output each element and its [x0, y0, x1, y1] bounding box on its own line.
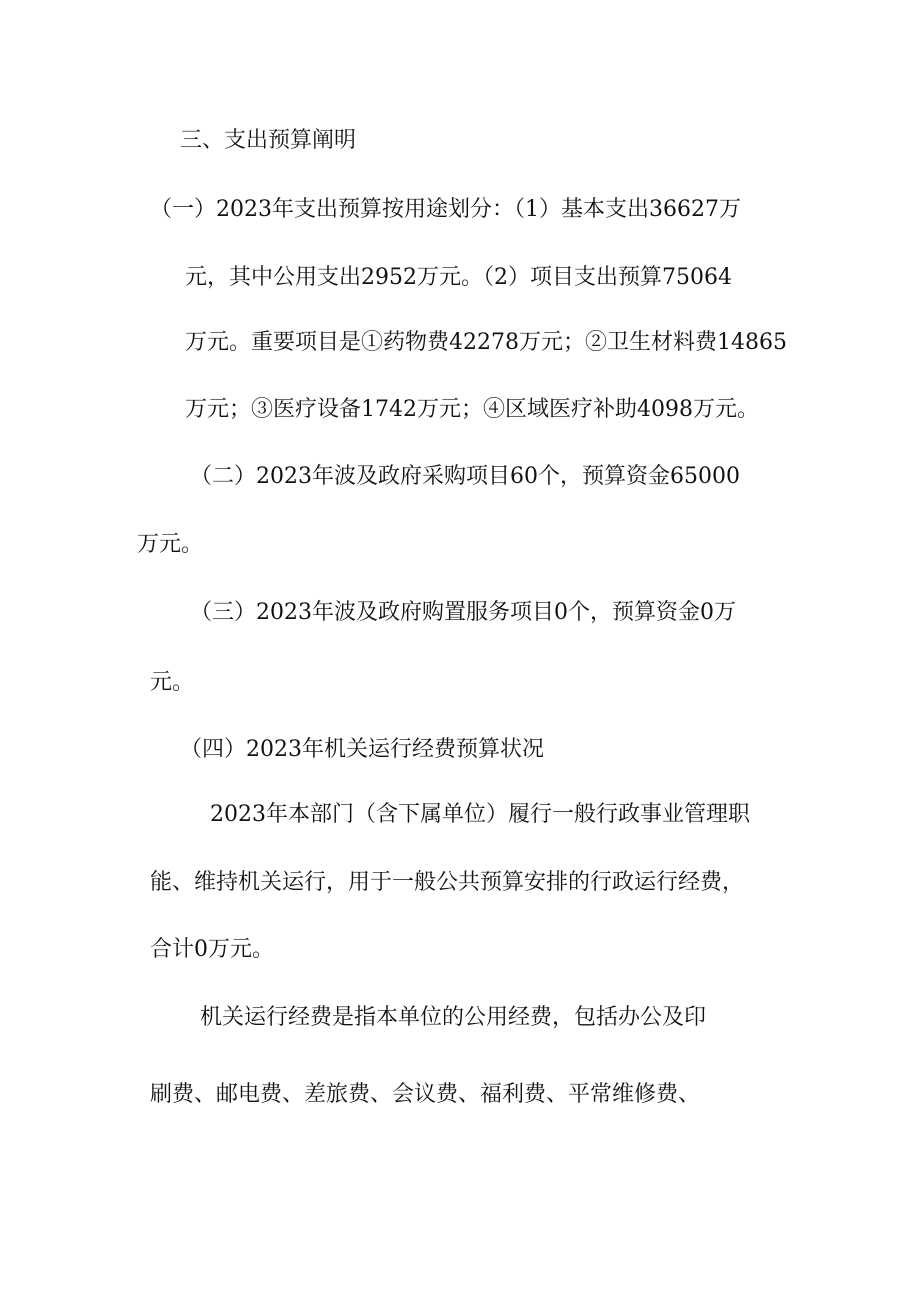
para1-line3: 万元。重要项目是①药物费42278万元；②卫生材料费14865	[185, 330, 787, 355]
para5-line3: 合计0万元。	[150, 937, 274, 962]
para6-line1: 机关运行经费是指本单位的公用经费，包括办公及印	[200, 1005, 707, 1030]
section-heading: 三、支出预算阐明	[180, 128, 357, 153]
para5-line2: 能、维持机关运行，用于一般公共预算安排的行政运行经费，	[150, 870, 745, 895]
para1-line4: 万元；③医疗设备1742万元；④区域医疗补助4098万元。	[185, 397, 759, 422]
para1-line2: 元，其中公用支出2952万元。（2）项目支出预算75064	[185, 265, 732, 290]
para3-line1: （三）2023年波及政府购置服务项目0个，预算资金0万	[190, 600, 736, 625]
para1-line1: （一）2023年支出预算按用途划分：（1）基本支出36627万	[150, 197, 741, 222]
para4-heading: （四）2023年机关运行经费预算状况	[180, 737, 544, 762]
para6-line2: 刷费、邮电费、差旅费、会议费、福利费、平常维修费、	[150, 1082, 701, 1107]
para5-line1: 2023年本部门（含下属单位）履行一般行政事业管理职	[210, 802, 750, 827]
para2-line2: 万元。	[137, 532, 204, 557]
para3-line2: 元。	[150, 670, 195, 695]
para2-line1: （二）2023年波及政府采购项目60个，预算资金65000	[190, 464, 740, 489]
